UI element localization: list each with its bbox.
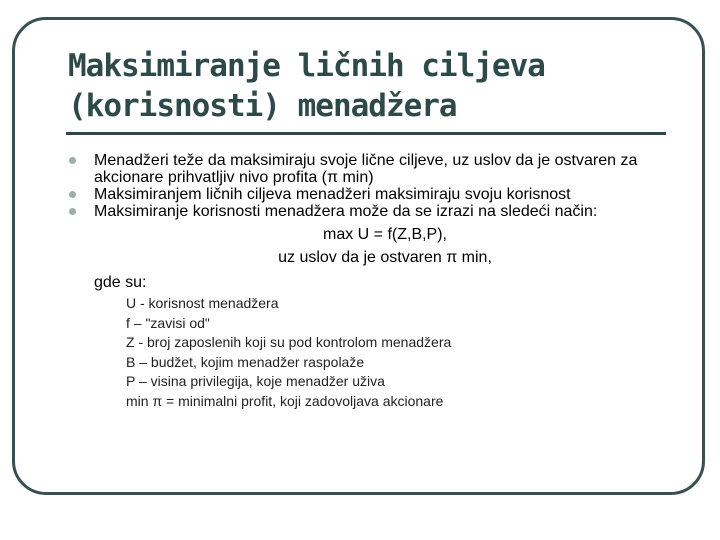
definition-item: P – visina privilegija, koje menadžer uživa bbox=[126, 373, 385, 389]
definition-item: f – "zavisi od" bbox=[126, 314, 210, 331]
slide-content bbox=[66, 152, 676, 411]
formula-line-2: uz uslov da je ostvaren π min, bbox=[278, 249, 492, 266]
bullet-item bbox=[66, 152, 676, 186]
bullet-item bbox=[66, 186, 676, 203]
definition-item: B – budžet, kojim menadžer raspolaže bbox=[126, 353, 365, 370]
bullet-text: Maksimiranje korisnosti menadžera može da se izrazi na sledeći način: bbox=[94, 203, 598, 220]
gde-su-label: gde su: bbox=[94, 274, 147, 291]
bullet-dot-icon bbox=[69, 208, 76, 215]
definition-item: Z - broj zaposlenih koji su pod kontrolom menadžera bbox=[126, 334, 452, 350]
bullet-dot-icon bbox=[69, 157, 76, 164]
bullet-text: Menadžeri teže da maksimiraju svoje lične ciljeve, uz uslov da je ostvaren za akcionare prihvatljiv nivo profita (π min) bbox=[94, 152, 638, 186]
bullet-dot-icon bbox=[69, 191, 76, 198]
definitions-list bbox=[126, 294, 676, 411]
title-divider bbox=[66, 132, 666, 135]
formula-line-1: max U = f(Z,B,P), bbox=[322, 226, 447, 243]
title-line-1: Maksimiranje ličnih ciljeva bbox=[68, 48, 545, 84]
definition-item: min π = minimalni profit, koji zadovoljava akcionare bbox=[126, 392, 444, 409]
definition-item: U - korisnost menadžera bbox=[126, 295, 279, 311]
bullet-item bbox=[66, 203, 676, 220]
title-line-2: (korisnosti) menadžera bbox=[68, 88, 457, 124]
bullet-text: Maksimiranjem ličnih ciljeva menadžeri maksimiraju svoju korisnost bbox=[94, 186, 571, 203]
slide-title bbox=[68, 46, 628, 126]
